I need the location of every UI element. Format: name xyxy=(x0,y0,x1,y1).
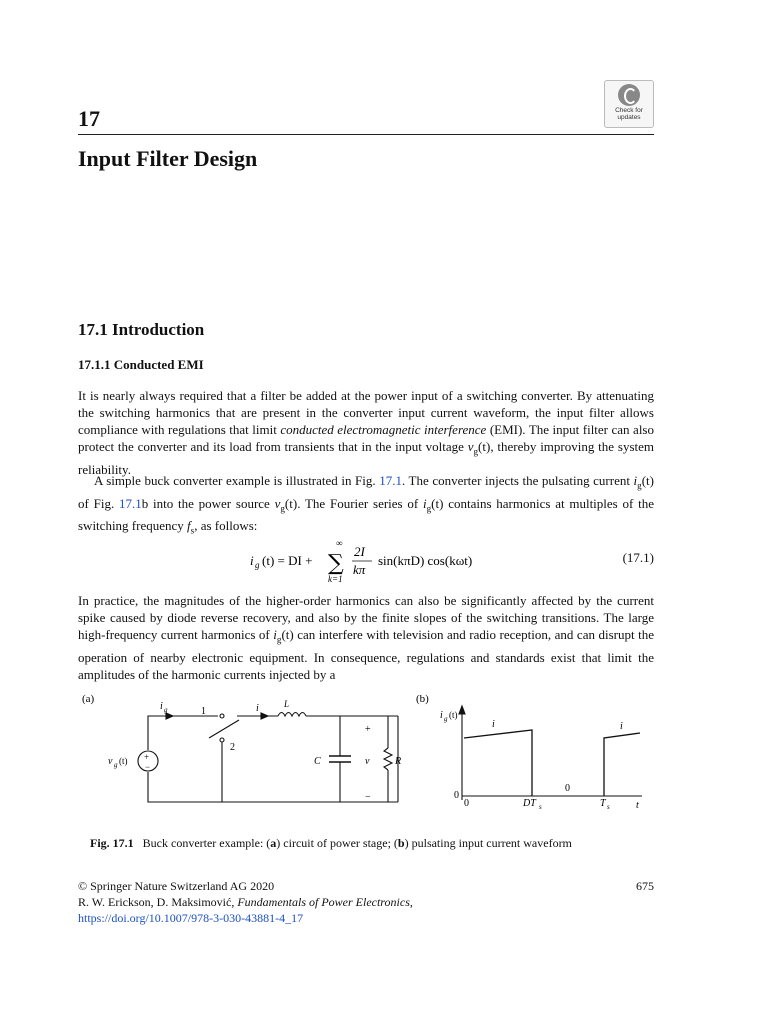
i-arrow xyxy=(261,713,268,719)
chapter-number: 17 xyxy=(78,106,100,131)
switch-node-1 xyxy=(220,714,224,718)
fig-label-b: (b) xyxy=(416,693,429,705)
sym-t: (t) xyxy=(641,473,654,488)
sym-s: s xyxy=(190,525,195,536)
resistor-r xyxy=(384,748,392,770)
waveform-y-arrow xyxy=(459,706,465,714)
circuit-i-label: i xyxy=(256,703,259,714)
footer-copyright: © Springer Nature Switzerland AG 2020 xyxy=(78,879,275,893)
source-label-arg: (t) xyxy=(119,756,128,766)
waveform-zero-mid: 0 xyxy=(565,783,570,794)
p2-text-b: . The converter injects the pulsating current xyxy=(401,473,634,488)
sym-g: g xyxy=(280,503,285,514)
sym-g: g xyxy=(637,480,642,491)
sym-g: g xyxy=(276,634,282,645)
p1-text-b: (EMI). The input filter can also protect the converter and its load from transients that in the input voltage xyxy=(78,422,654,454)
p2-text-e: . The Fourier series of xyxy=(297,495,423,511)
waveform-ylabel-sub: g xyxy=(444,715,448,723)
waveform-t-sub: s xyxy=(607,803,610,811)
eq-frac-den: kπ xyxy=(353,562,366,577)
switch-pos-1: 1 xyxy=(201,706,206,717)
check-for-updates-badge[interactable] xyxy=(604,80,654,128)
resistor-label: R xyxy=(395,756,402,767)
fig-label-a: (a) xyxy=(82,693,95,705)
caption-label: Fig. 17.1 xyxy=(90,836,134,850)
check-for-updates-icon xyxy=(618,84,640,106)
eq-sum-symbol: ∑ xyxy=(328,551,344,576)
caption-end: ) pulsating input current waveform xyxy=(404,836,572,850)
caption-b: b xyxy=(397,836,405,850)
section-heading: 17.1 Introduction xyxy=(78,320,205,339)
vout-label: v xyxy=(365,756,370,767)
eq-sum-top: ∞ xyxy=(336,538,343,548)
footer-book: Fundamentals of Power Electronics xyxy=(237,895,410,909)
caption-mid: ) circuit of power stage; ( xyxy=(276,836,398,850)
page-footer xyxy=(78,878,654,926)
equation-17-1 xyxy=(78,534,654,584)
figure-caption xyxy=(90,836,572,851)
sym-t: (t) xyxy=(478,439,491,454)
waveform-i-label-1: i xyxy=(492,719,495,730)
fig-ref-link-1[interactable]: 17.1 xyxy=(379,473,402,488)
eq-lhs: i xyxy=(250,553,254,568)
p2-text-c: of Fig. xyxy=(78,495,119,511)
wire-source-top xyxy=(148,716,218,750)
doi-link[interactable]: https://doi.org/10.1007/978-3-030-43881-4_17 xyxy=(78,911,304,925)
vout-plus: + xyxy=(365,724,371,735)
waveform-zero-y: 0 xyxy=(454,790,459,801)
eq-lhs-sub: g xyxy=(255,560,260,570)
eq-sum-bottom: k=1 xyxy=(328,574,343,584)
p2-text-d: b into the power source xyxy=(141,495,275,511)
switch-node-2 xyxy=(220,738,224,742)
footer-comma: , xyxy=(409,895,413,909)
waveform-plot xyxy=(459,706,642,800)
sym-vg: v xyxy=(274,495,281,511)
equation-number: (17.1) xyxy=(622,550,654,565)
p3-text-a: In practice, the magnitudes of the higher-order harmonics can also be significantly affected by the current spike caused by diode reverse recovery, and also by the finite slopes of the switching transitions. The large high-frequency current harmonics of xyxy=(78,593,654,642)
sym-t: (t) xyxy=(284,495,298,511)
waveform-dt-label: DT xyxy=(523,798,536,809)
eq-lhs-arg: (t) = DI + xyxy=(262,553,313,568)
p2-text-g: , as follows: xyxy=(194,518,258,534)
fig-ref-link-2[interactable]: 17.1 xyxy=(118,495,142,511)
eq-frac-num: 2I xyxy=(354,544,365,559)
inductor-label: L xyxy=(284,699,290,709)
sym-ig: i xyxy=(633,473,638,488)
footer-authors: R. W. Erickson, D. Maksimović, xyxy=(78,895,238,909)
circuit-diagram xyxy=(138,713,398,803)
sym-g: g xyxy=(473,446,479,457)
caption-text: Buck converter example: ( xyxy=(142,836,271,850)
caption-a: a xyxy=(270,836,277,850)
switch-pos-2: 2 xyxy=(230,742,235,753)
source-label-sub: g xyxy=(114,761,118,769)
chapter-rule xyxy=(78,134,654,135)
subsection-heading: 17.1.1 Conducted EMI xyxy=(78,357,204,372)
capacitor-label: C xyxy=(314,756,321,767)
page-number: 675 xyxy=(636,879,654,893)
waveform-zero-x: 0 xyxy=(464,798,469,809)
equation-body xyxy=(248,538,548,584)
p1-emphasis: conducted electromagnetic interference xyxy=(280,422,487,437)
source-label: v xyxy=(108,756,113,767)
wire-bottom-return xyxy=(148,772,398,802)
p1-text-a: It is nearly always required that a filter be added at the power input of a switching converter. By attenuating the switching harmonics that are present in the converter input current waveform, the input filter allows compliance with regulations that limit xyxy=(78,388,654,437)
paragraph-3 xyxy=(78,592,654,683)
waveform-i-label-2: i xyxy=(620,721,623,732)
p2-text-a: A simple buck converter example is illustrated in Fig. xyxy=(94,473,380,488)
waveform-pulse-1 xyxy=(464,730,532,796)
paragraph-2 xyxy=(78,472,654,540)
waveform-pulse-2 xyxy=(604,733,640,796)
sym-g: g xyxy=(426,503,432,514)
sym-vg: v xyxy=(467,439,474,454)
waveform-ylabel: i xyxy=(440,710,443,721)
circuit-ig-sub: g xyxy=(164,706,168,714)
waveform-dt-sub: s xyxy=(539,803,542,811)
switch-blade xyxy=(209,720,239,738)
vout-minus: − xyxy=(365,792,371,803)
sym-ig: i xyxy=(422,495,427,511)
inductor-l xyxy=(278,713,306,717)
footer-citation xyxy=(78,894,654,910)
sym-fs: f xyxy=(187,518,191,534)
p1-text-c: , thereby improving the system reliability. xyxy=(78,439,654,477)
sym-t: (t) xyxy=(281,627,294,642)
badge-line2: updates xyxy=(617,114,641,121)
eq-tail: sin(kπD) cos(kωt) xyxy=(378,553,473,568)
circuit-ig-label: i xyxy=(160,701,163,712)
waveform-ylabel-arg: (t) xyxy=(449,710,458,720)
p2-text-f: contains harmonics at multiples of the switching frequency xyxy=(78,495,654,534)
chapter-title: Input Filter Design xyxy=(78,146,258,171)
sym-ig: i xyxy=(273,627,277,642)
sym-t: (t) xyxy=(431,495,444,511)
waveform-t-label: T xyxy=(600,798,606,809)
paragraph-1 xyxy=(78,387,654,478)
source-minus: − xyxy=(145,762,151,772)
p3-text-b: can interfere with television and radio reception, and can disrupt the operation of nearby electronic equipment. In consequence, regulations and standards exist that limit the amplitudes of the harmonic currents injected by a xyxy=(78,627,654,682)
source-plus: + xyxy=(144,752,150,762)
waveform-time-label: t xyxy=(636,800,639,811)
figure-17-1 xyxy=(78,690,658,820)
badge-line1: Check for xyxy=(615,107,643,114)
